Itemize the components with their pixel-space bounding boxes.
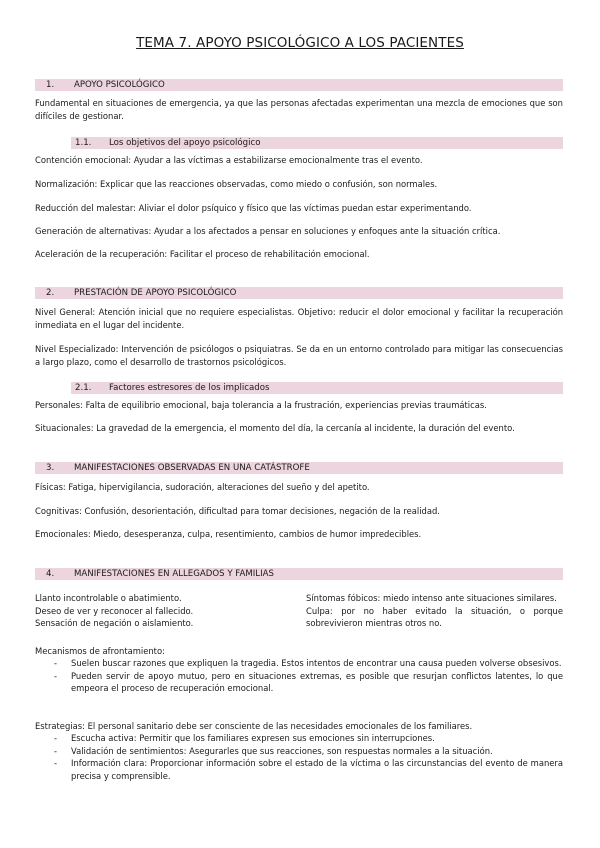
section-header-4 bbox=[35, 568, 563, 580]
allegados-left-column bbox=[35, 592, 235, 630]
factor-personales: Personales: Falta de equilibrio emocional, baja tolerancia a la frustración, experiencias previas traumáticas. bbox=[35, 400, 487, 410]
manifestacion-cognitivas: Cognitivas: Confusión, desorientación, dificultad para tomar decisiones, negación de la realidad. bbox=[35, 506, 440, 516]
section-title: APOYO PSICOLÓGICO bbox=[74, 80, 165, 90]
section-title: MANIFESTACIONES EN ALLEGADOS Y FAMILIAS bbox=[74, 569, 274, 579]
objective-item: Normalización: Explicar que las reacciones observadas, como miedo o confusión, son normales. bbox=[35, 179, 438, 189]
section-header-2 bbox=[35, 287, 563, 299]
estrategias-list bbox=[35, 732, 563, 782]
allegados-right-column bbox=[306, 592, 563, 630]
subsection-header-1-1 bbox=[71, 137, 563, 149]
subsection-title: Factores estresores de los implicados bbox=[109, 383, 270, 393]
estrategias-title: Estrategias: El personal sanitario debe ser consciente de las necesidades emocionales de los familiares. bbox=[35, 721, 473, 731]
objective-item: Aceleración de la recuperación: Facilitar el proceso de rehabilitación emocional. bbox=[35, 249, 370, 259]
list-item: Deseo de ver y reconocer al fallecido. bbox=[35, 605, 194, 616]
list-item: Sensación de negación o aislamiento. bbox=[35, 618, 194, 628]
manifestacion-emocionales: Emocionales: Miedo, desesperanza, culpa, resentimiento, cambios de humor impredecibles. bbox=[35, 529, 422, 539]
factor-situacionales: Situacionales: La gravedad de la emergencia, el momento del día, la cercanía al incidente, la duración del evento. bbox=[35, 423, 515, 433]
section-header-3 bbox=[35, 462, 563, 474]
subsection-number: 1.1. bbox=[75, 138, 92, 148]
nivel-especializado: Nivel Especializado: Intervención de psicólogos o psiquiatras. Se da en un entorno controlado para mitigar las consecuencias a largo plazo, como el desarrollo de trastornos psicológicos. bbox=[35, 344, 563, 367]
page-title: TEMA 7. APOYO PSICOLÓGICO A LOS PACIENTES bbox=[136, 35, 464, 51]
mecanismos-title: Mecanismos de afrontamiento: bbox=[35, 646, 165, 656]
list-item: - Pueden servir de apoyo mutuo, pero en situaciones extremas, es posible que resurjan conflictos latentes, lo que empeora el proceso de recuperación emocional. bbox=[54, 670, 563, 693]
section-number: 1. bbox=[46, 80, 55, 90]
subsection-title: Los objetivos del apoyo psicológico bbox=[109, 138, 261, 148]
section-1-intro: Fundamental en situaciones de emergencia, ya que las personas afectadas experimentan una mezcla de emociones que son difíciles de gestionar. bbox=[35, 98, 563, 121]
nivel-general: Nivel General: Atención inicial que no requiere especialistas. Objetivo: reducir el dolor emocional y facilitar la recuperación inmediata en el lugar del incidente. bbox=[35, 307, 563, 330]
list-item: - Validación de sentimientos: Asegurarles que sus reacciones, son respuestas normales a la situación. bbox=[54, 745, 493, 756]
mecanismos-list bbox=[35, 657, 563, 695]
list-item: - Escucha activa: Permitir que los familiares expresen sus emociones sin interrupciones. bbox=[54, 733, 435, 743]
section-number: 4. bbox=[46, 569, 55, 579]
manifestacion-fisicas: Físicas: Fatiga, hipervigilancia, sudoración, alteraciones del sueño y del apetito. bbox=[35, 482, 370, 492]
section-header-1 bbox=[35, 79, 563, 91]
section-title: MANIFESTACIONES OBSERVADAS EN UNA CATÁSTROFE bbox=[74, 463, 310, 473]
objective-item: Reducción del malestar: Aliviar el dolor psíquico y físico que las víctimas puedan estar experimentando. bbox=[35, 203, 472, 213]
list-item: Síntomas fóbicos: miedo intenso ante situaciones similares. bbox=[306, 593, 557, 603]
section-title: PRESTACIÓN DE APOYO PSICOLÓGICO bbox=[74, 288, 237, 298]
list-item: - Suelen buscar razones que expliquen la tragedia. Estos intentos de encontrar una causa pueden volverse obsesivos. bbox=[54, 658, 562, 668]
subsection-header-2-1 bbox=[71, 382, 563, 394]
list-item: - Información clara: Proporcionar información sobre el estado de la víctima o las circunstancias del evento de manera precisa y comprensible. bbox=[54, 758, 563, 781]
section-number: 2. bbox=[46, 288, 55, 298]
objective-item: Generación de alternativas: Ayudar a los afectados a pensar en soluciones y enfoques ante la situación crítica. bbox=[35, 226, 501, 236]
subsection-number: 2.1. bbox=[75, 383, 92, 393]
section-number: 3. bbox=[46, 463, 55, 473]
objective-item: Contención emocional: Ayudar a las víctimas a estabilizarse emocionalmente tras el evento. bbox=[35, 155, 423, 165]
list-item: Culpa: por no haber evitado la situación, o porque sobrevivieron mientras otros no. bbox=[306, 605, 563, 628]
list-item: Llanto incontrolable o abatimiento. bbox=[35, 593, 182, 603]
